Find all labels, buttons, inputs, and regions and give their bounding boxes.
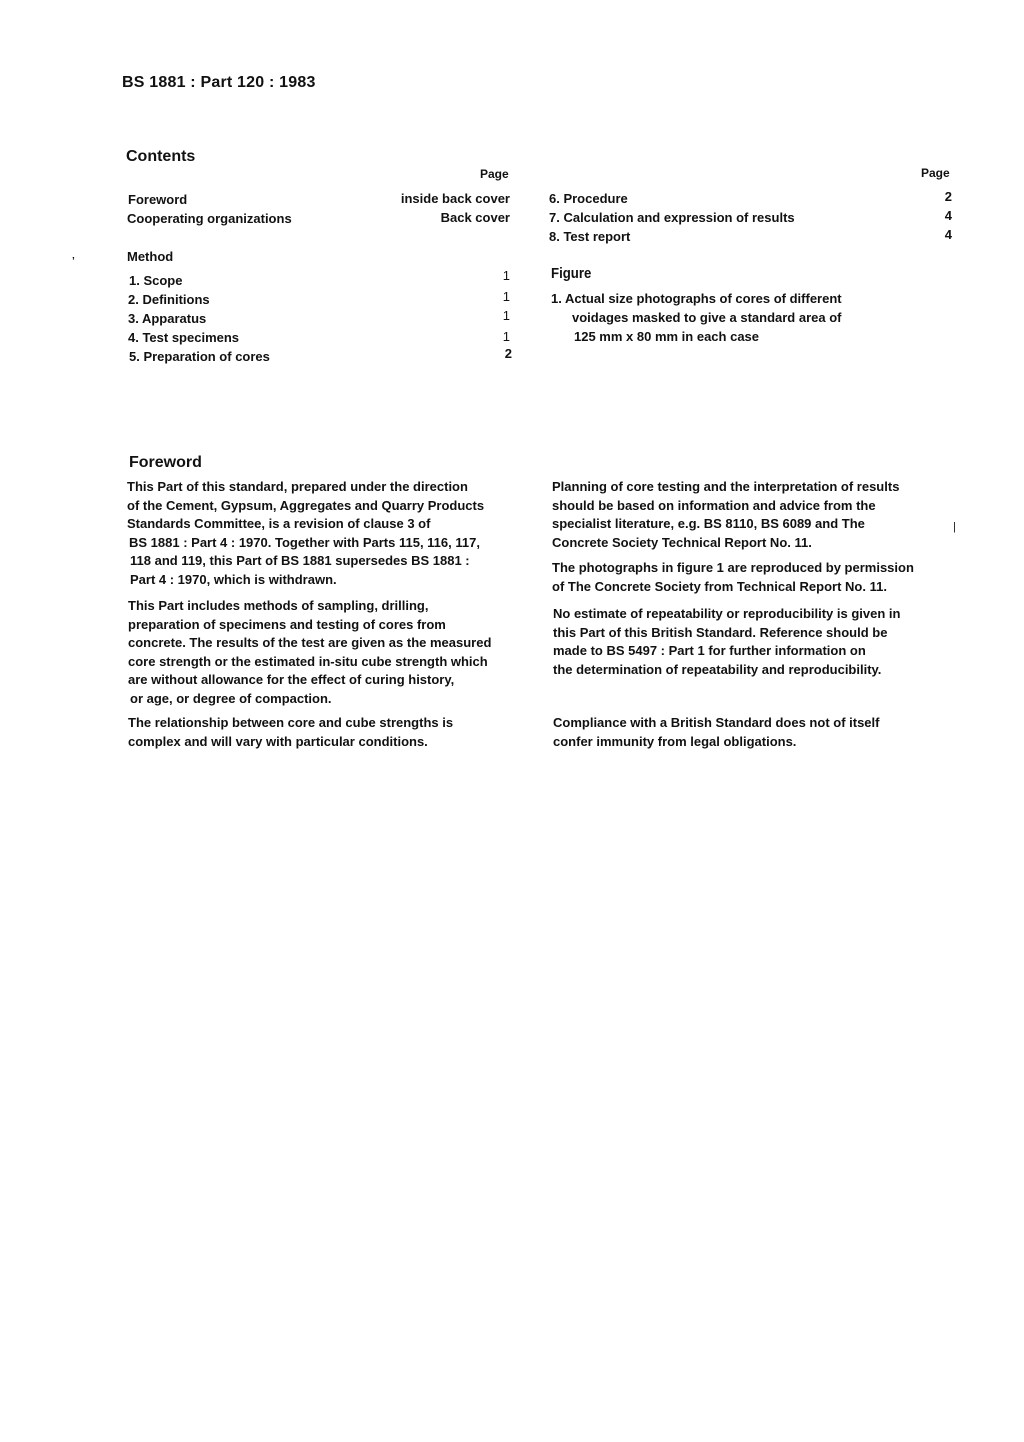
margin-mark: |: [953, 521, 956, 533]
text-line: of the Cement, Gypsum, Aggregates and Quarry Products: [127, 497, 485, 513]
toc-page-test-specimens: 1: [502, 329, 510, 344]
text-line: this Part of this British Standard. Reference should be: [553, 624, 888, 640]
document-header: BS 1881 : Part 120 : 1983: [122, 74, 316, 91]
figure-entry-line-1: 1. Actual size photographs of cores of different: [551, 291, 842, 306]
text-line: No estimate of repeatability or reproducibility is given in: [553, 606, 901, 621]
text-line: BS 1881 : Part 4 : 1970. Together with Parts 115, 116, 117,: [129, 534, 480, 550]
toc-page-cooperating: Back cover: [440, 210, 510, 225]
toc-page-test-report: 4: [944, 227, 952, 242]
method-heading: Method: [127, 249, 174, 264]
toc-entry-cooperating: Cooperating organizations: [127, 211, 292, 226]
toc-entry-preparation: 5. Preparation of cores: [129, 349, 270, 364]
page-column-label-left: Page: [480, 167, 509, 181]
text-line: 118 and 119, this Part of BS 1881 supersedes BS 1881 :: [130, 553, 470, 569]
text-line: The relationship between core and cube strengths is: [128, 715, 454, 730]
text-line: Part 4 : 1970, which is withdrawn.: [130, 571, 337, 587]
text-line: or age, or degree of compaction.: [130, 690, 332, 706]
figure-entry-line-3: 125 mm x 80 mm in each case: [574, 329, 760, 344]
toc-page-procedure: 2: [944, 189, 952, 204]
toc-entry-foreword: Foreword: [128, 192, 188, 207]
toc-page-scope: 1: [502, 268, 510, 283]
text-line: concrete. The results of the test are given as the measured: [128, 635, 492, 651]
toc-entry-definitions: 2. Definitions: [128, 292, 210, 307]
toc-entry-test-specimens: 4. Test specimens: [128, 330, 240, 345]
text-line: core strength or the estimated in-situ cube strength which: [128, 653, 488, 669]
text-line: complex and will vary with particular conditions.: [128, 733, 428, 749]
text-line: made to BS 5497 : Part 1 for further information on: [553, 643, 866, 659]
foreword-right-paragraph-2: [552, 559, 914, 596]
foreword-left-paragraph-3: [128, 714, 453, 751]
text-line: Planning of core testing and the interpretation of results: [552, 479, 900, 494]
text-line: the determination of repeatability and reproducibility.: [553, 661, 882, 677]
foreword-right-paragraph-3: [553, 605, 900, 679]
text-line: should be based on information and advice from the: [552, 497, 876, 513]
contents-heading: Contents: [126, 148, 196, 165]
toc-page-foreword: inside back cover: [400, 191, 510, 206]
toc-page-calculation: 4: [944, 208, 952, 223]
foreword-left-paragraph-2: [128, 597, 491, 709]
figure-heading: Figure: [551, 265, 592, 282]
text-line: Standards Committee, is a revision of clause 3 of: [127, 516, 431, 532]
toc-entry-calculation: 7. Calculation and expression of results: [549, 210, 795, 225]
toc-page-apparatus: 1: [502, 308, 510, 323]
foreword-left-paragraph-1: [127, 478, 484, 590]
text-line: This Part includes methods of sampling, drilling,: [128, 598, 429, 613]
toc-entry-scope: 1. Scope: [129, 273, 183, 288]
text-line: Compliance with a British Standard does not of itself: [553, 715, 880, 730]
text-line: of The Concrete Society from Technical Report No. 11.: [552, 578, 887, 594]
text-line: are without allowance for the effect of curing history,: [128, 672, 455, 688]
text-line: The photographs in figure 1 are reproduced by permission: [552, 560, 914, 575]
toc-entry-apparatus: 3. Apparatus: [128, 311, 207, 326]
text-line: specialist literature, e.g. BS 8110, BS 6089 and The: [552, 516, 865, 532]
foreword-heading: Foreword: [129, 454, 202, 471]
text-line: Concrete Society Technical Report No. 11.: [552, 534, 812, 550]
foreword-right-paragraph-4: [553, 714, 879, 751]
toc-page-definitions: 1: [502, 289, 510, 304]
figure-entry-line-2: voidages masked to give a standard area of: [572, 310, 842, 325]
toc-page-preparation: 2: [504, 346, 512, 361]
text-line: This Part of this standard, prepared under the direction: [127, 479, 468, 494]
text-line: preparation of specimens and testing of cores from: [128, 616, 446, 632]
page-column-label-right: Page: [921, 166, 950, 180]
toc-entry-test-report: 8. Test report: [549, 229, 631, 244]
scan-mark: ’: [72, 256, 75, 267]
foreword-right-paragraph-1: [552, 478, 899, 552]
text-line: confer immunity from legal obligations.: [553, 733, 797, 749]
toc-entry-procedure: 6. Procedure: [549, 191, 628, 206]
